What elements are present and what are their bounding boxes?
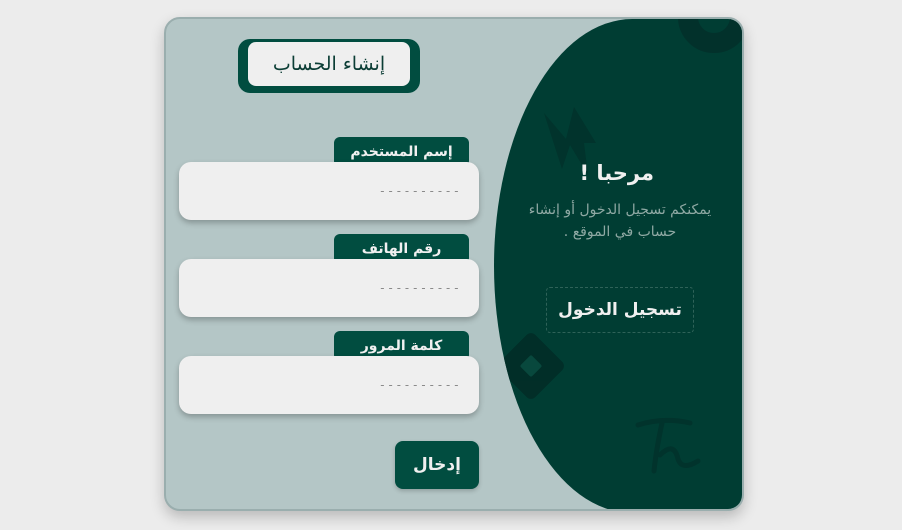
auth-card bbox=[164, 17, 744, 511]
welcome-title: مرحبا ! bbox=[579, 161, 654, 185]
register-header bbox=[238, 39, 420, 93]
password-label: كلمة المرور bbox=[334, 331, 469, 361]
phone-input[interactable] bbox=[179, 259, 479, 317]
login-button[interactable]: تسجيل الدخول bbox=[546, 287, 694, 333]
username-input[interactable] bbox=[179, 162, 479, 220]
ring-decoration-icon bbox=[678, 19, 744, 53]
password-input[interactable] bbox=[179, 356, 479, 414]
username-label: إسم المستخدم bbox=[334, 137, 469, 167]
welcome-panel bbox=[494, 19, 744, 511]
signature-decoration-icon bbox=[634, 411, 704, 481]
welcome-text: يمكنكم تسجيل الدخول أو إنشاء حساب في الموقع . bbox=[528, 202, 712, 240]
submit-button[interactable]: إدخال bbox=[395, 441, 479, 489]
diamond-decoration-icon bbox=[496, 331, 567, 402]
register-title: إنشاء الحساب bbox=[248, 42, 410, 86]
phone-label: رقم الهاتف bbox=[334, 234, 469, 264]
